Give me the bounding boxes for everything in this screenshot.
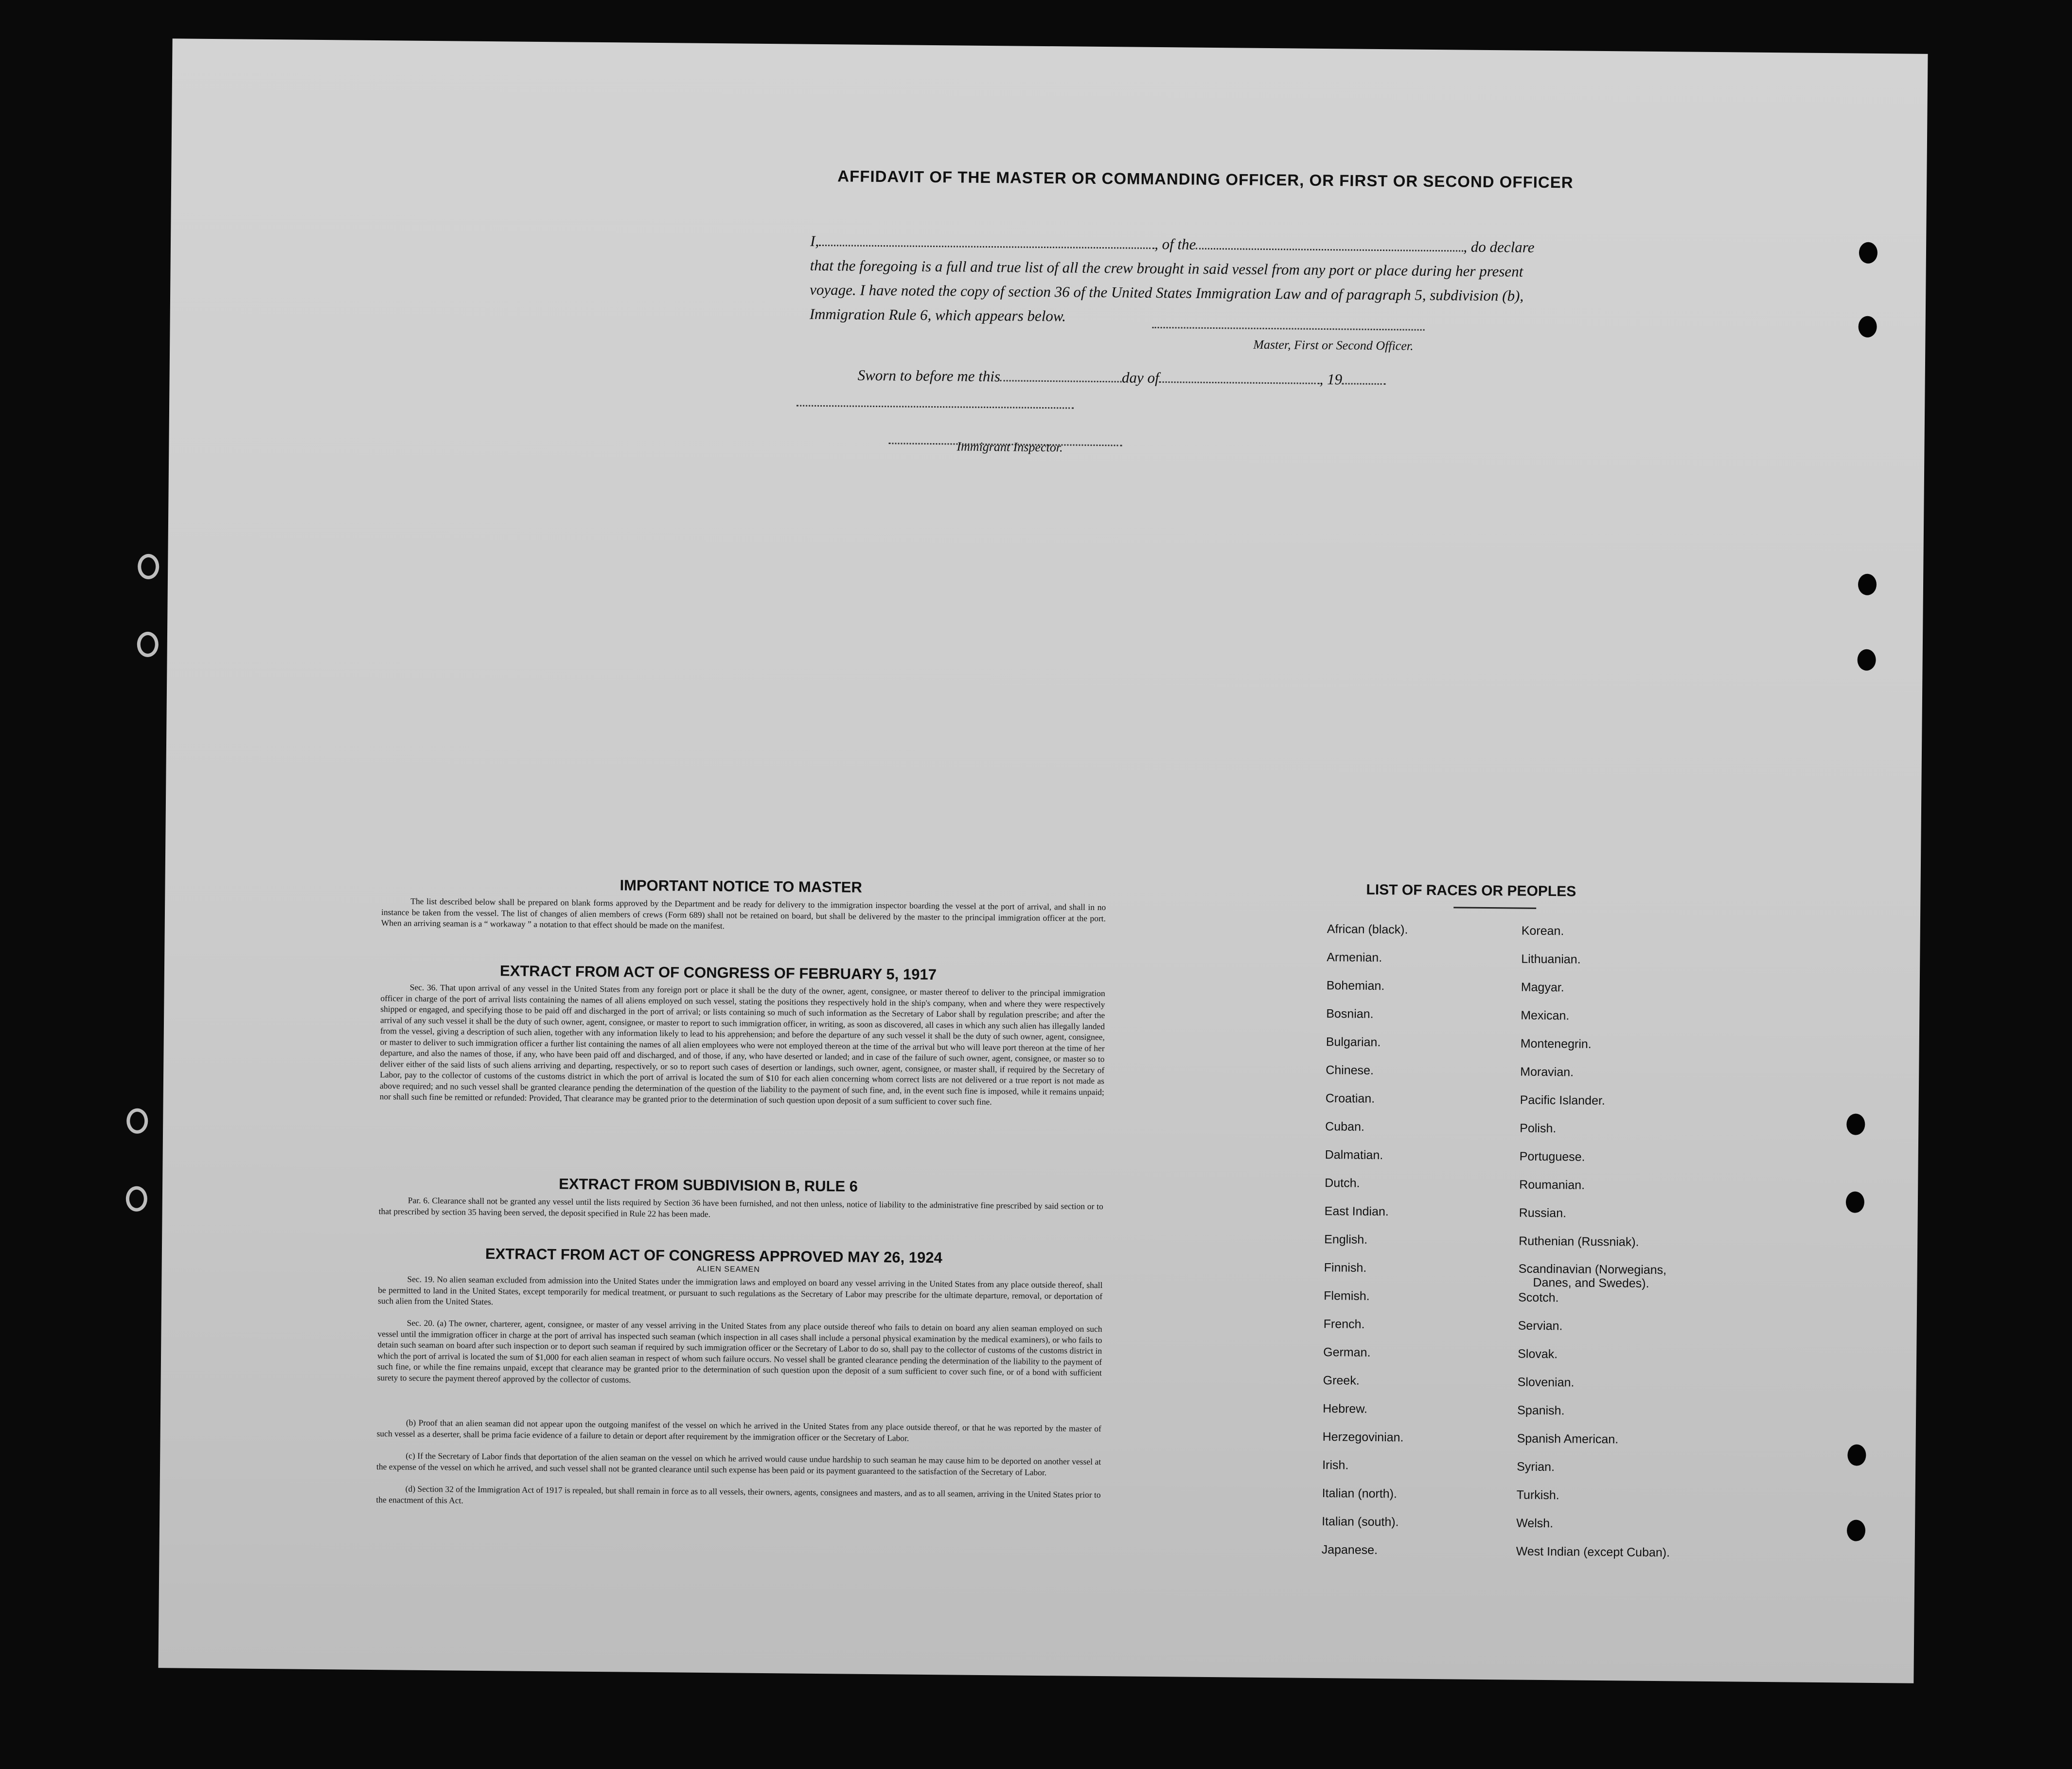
race-item: Chinese.	[1326, 1063, 1374, 1077]
punch-hole	[1846, 1113, 1865, 1135]
race-item: Finnish.	[1324, 1261, 1367, 1275]
sec-19-text: Sec. 19. No alien seaman excluded from admission into the United States under the immigration laws and employed on board any vessel arriving in the United States from any place outside thereof, shall be permitted to land in the United States, except temporarily for medical treatment, or pursuant to such regulations as the Secretary of Labor may prescribe for the ultimate departure, removal, or deportation of such alien from the United States.	[377, 1274, 1103, 1307]
races-right-column	[1516, 924, 1675, 1574]
extract-rule6-body: Par. 6. Clearance shall not be granted any vessel until the lists required by Section 36 have been furnished, and not then unless, notice of liability to the administrative fine prescribed by said section or to that prescribed by section 35 having been served, the deposit specified in Rule 22 has been made.	[378, 1195, 1103, 1219]
race-item: Italian (north).	[1322, 1486, 1398, 1501]
race-item: Russian.	[1519, 1206, 1567, 1220]
race-item: Lithuanian.	[1521, 952, 1581, 966]
race-item-scandinavian	[1518, 1262, 1672, 1292]
extract-1917-body: Sec. 36. That upon arrival of any vessel in the United States from any foreign port or place it shall be the duty of the owner, agent, consignee, or master thereof to deliver to the principal immigration officer in charge of the port of arrival lists containing the names of all aliens employed on such vessel, stating the positions they respectively hold in the ship's company, when and where they were respectively shipped or engaged, and specifying those to be paid off and discharged in the port of arrival; or lists containing so much of such information as the Secretary of Labor shall by regulation prescribe; and after the arrival of any such vessel it shall be the duty of such owner, agent, consignee, or master to report to such immigration officer, in writing, as soon as discovered, all cases in which any such alien has illegally landed from the vessel, giving a description of such alien, together with any information likely to lead to his apprehension; and before the departure of any such vessel it shall be the duty of such owner, agent, consignee, or master to deliver to such immigration officer a further list containing the names of all alien employees who were not employed thereon at the time of the arrival but who will leave port thereon at the time of her departure, and also the names of those, if any, who have been paid off and discharged, and of those, if any, who have deserted or landed; and in case of the failure of such owner, agent, consignee, or master so to deliver either of the said lists of such aliens arriving and departing, respectively, or so to report such cases of desertion or landings, such owner, agent, consignee, or master shall, if required by the Secretary of Labor, pay to the collector of customs of the customs district in which the port of arrival is located the sum of $10 for each alien concerning whom correct lists are not delivered or a true report is not made as above required; and no such vessel shall be granted clearance pending the determination of the question of the liability to the payment of such fine, and, in the event such fine is imposed, while it remains unpaid; nor shall such fine be remitted or refunded: Provided, That clearance may be granted prior to the determination of such question upon deposit of a sum sufficient to cover such fine.	[379, 982, 1105, 1107]
alien-seamen-subtitle: ALIEN SEAMEN	[696, 1265, 760, 1274]
race-item: Herzegovinian.	[1322, 1430, 1404, 1445]
extract-1917-title: EXTRACT FROM ACT OF CONGRESS OF FEBRUARY 5, 1917	[499, 962, 937, 983]
race-item: Roumanian.	[1519, 1178, 1585, 1192]
race-item: Scotch.	[1518, 1290, 1559, 1305]
day-of-text: day of	[1121, 369, 1159, 387]
race-item: Slovenian.	[1517, 1375, 1575, 1390]
notice-body: The list described below shall be prepared on blank forms approved by the Department and be ready for delivery to the immigration inspector boarding the vessel at the port of arrival, and shall in no instance be taken from the vessel. The list of changes of alien members of crews (Form 689) shall not be retained on board, but shall be delivered by the master to the principal immigration officer at the port. When an arriving seaman is a “ workaway ” a notation to that effect should be made on the manifest.	[381, 896, 1106, 931]
race-item: Croatian.	[1325, 1091, 1375, 1106]
sec-20b-text: (b) Proof that an alien seaman did not appear upon the outgoing manifest of the vessel on which he arrived in the United States from any place outside thereof, or that he was reported by the master of such vessel as a deserter, shall be prima facie evidence of a failure to detain or deport after requirement by the immigration officer or the Secretary of Labor.	[376, 1417, 1101, 1443]
race-item: Greek.	[1323, 1374, 1360, 1388]
race-item: Flemish.	[1324, 1289, 1370, 1303]
affidavit-declare: , do declare	[1463, 238, 1535, 256]
race-item: Bosnian.	[1326, 1007, 1374, 1021]
affidavit-title: AFFIDAVIT OF THE MASTER OR COMMANDING OFFICER, OR FIRST OR SECOND OFFICER	[837, 167, 1574, 192]
sec-20a-text: Sec. 20. (a) The owner, charterer, agent, consignee, or master of any vessel arriving in the United States from any place outside thereof who fails to detain on board any alien seaman employed on such vessel until the immigration officer in charge at the port of arrival has inspected such seaman (which inspection in all cases shall include a personal physical examination by the medical examiners), or who fails to detain such seaman on board after such inspection or to deport such seaman if required by such immigration officer or the Secretary of Labor to do so, shall pay to the collector of customs of the customs district in which the port of arrival is located the sum of $1,000 for each alien seaman in respect of whom such failure occurs. No vessel shall be granted clearance pending the determination of the liability to the payment of such fine, or while the fine remains unpaid, except that clearance may be granted prior to the determination of such question upon the deposit of a sum sufficient to cover such fine, or of a bond with sufficient surety to secure the payment thereof approved by the collector of customs.	[377, 1318, 1102, 1385]
race-item: Magyar.	[1521, 980, 1564, 995]
races-left-column	[1321, 922, 1408, 1571]
race-item: Slovak.	[1518, 1347, 1558, 1361]
races-title-underline	[1453, 907, 1536, 909]
punch-hole	[1847, 1519, 1865, 1541]
race-item: Syrian.	[1517, 1460, 1555, 1474]
extract-1924-title: EXTRACT FROM ACT OF CONGRESS APPROVED MAY 26, 1924	[485, 1245, 942, 1267]
race-item: Bulgarian.	[1326, 1035, 1381, 1050]
inspector-label: Immigrant Inspector.	[956, 439, 1063, 455]
race-item: Italian (south).	[1322, 1515, 1399, 1529]
race-item: Bohemian.	[1326, 979, 1385, 993]
binder-ring-mark	[126, 1108, 148, 1134]
affidavit-line-4: Immigration Rule 6, which appears below.	[809, 305, 1066, 325]
punch-hole	[1859, 242, 1877, 264]
binder-ring-mark	[138, 554, 159, 579]
race-item: Cuban.	[1325, 1120, 1365, 1134]
sec-20d-text: (d) Section 32 of the Immigration Act of 1917 is repealed, but shall remain in force as to all vessels, their owners, agents, consignees and masters, and as to all seamen, arriving in the United States prior to the enactment of this Act.	[376, 1483, 1101, 1505]
sworn-line	[809, 363, 1616, 394]
race-item: Pacific Islander.	[1520, 1093, 1605, 1108]
race-item: Ruthenian (Russniak).	[1519, 1234, 1639, 1249]
name-blank[interactable]	[819, 233, 1154, 249]
race-item: African (black).	[1327, 922, 1408, 937]
year-blank[interactable]	[1342, 371, 1386, 385]
binder-ring-mark	[126, 1186, 147, 1212]
race-item: East Indian.	[1324, 1204, 1389, 1219]
race-item: Spanish American.	[1517, 1431, 1619, 1447]
binder-ring-mark	[137, 632, 159, 657]
sworn-text: Sworn to before me this	[857, 366, 1001, 385]
affidavit-body	[810, 229, 1618, 333]
year-text: , 19	[1319, 370, 1343, 388]
race-item: Scandinavian (Norwegians,	[1518, 1262, 1667, 1277]
race-item: Hebrew.	[1323, 1402, 1368, 1416]
manifest-page	[158, 38, 1928, 1683]
race-item: Moravian.	[1520, 1065, 1574, 1079]
punch-hole	[1857, 649, 1876, 671]
races-title: LIST OF RACES OR PEOPLES	[1366, 881, 1576, 900]
notice-title: IMPORTANT NOTICE TO MASTER	[620, 876, 862, 896]
affidavit-line-2: that the foregoing is a full and true list of all the crew brought in said vessel from any port or place during her present	[810, 256, 1523, 280]
race-item: German.	[1323, 1345, 1371, 1359]
punch-hole	[1847, 1444, 1866, 1465]
race-item: English.	[1324, 1233, 1368, 1247]
extract-rule6-title: EXTRACT FROM SUBDIVISION B, RULE 6	[559, 1175, 858, 1195]
race-item: Dalmatian.	[1325, 1148, 1383, 1162]
affidavit-i: I,	[810, 232, 819, 250]
punch-hole	[1858, 574, 1877, 595]
affidavit-line-3: voyage. I have noted the copy of section 36 of the United States Immigration Law and of paragraph 5, subdivision (b),	[810, 281, 1524, 304]
race-item: Armenian.	[1327, 950, 1382, 965]
race-item: Montenegrin.	[1520, 1036, 1592, 1051]
race-item: Irish.	[1322, 1458, 1349, 1472]
punch-hole	[1846, 1191, 1864, 1213]
inspector-signature-line-upper[interactable]	[797, 405, 1074, 409]
race-item: Turkish.	[1516, 1488, 1559, 1502]
race-item: Mexican.	[1521, 1008, 1570, 1023]
race-item: Welsh.	[1516, 1516, 1554, 1531]
race-item: Dutch.	[1325, 1176, 1360, 1190]
punch-hole	[1858, 316, 1877, 338]
race-item: French.	[1323, 1317, 1365, 1331]
race-item: Polish.	[1520, 1121, 1557, 1136]
race-item: Portuguese.	[1519, 1149, 1585, 1164]
month-blank[interactable]	[1159, 370, 1320, 384]
race-item: Korean.	[1521, 924, 1564, 938]
race-item: West Indian (except Cuban).	[1516, 1544, 1670, 1560]
race-item: Japanese.	[1321, 1543, 1378, 1557]
race-item: Servian.	[1518, 1319, 1563, 1333]
race-item: Spanish.	[1517, 1403, 1565, 1418]
race-item-continued: Danes, and Swedes).	[1533, 1275, 1649, 1290]
affidavit-of-the: , of the	[1154, 235, 1196, 253]
day-blank[interactable]	[1000, 368, 1122, 382]
master-signature-label: Master, First or Second Officer.	[1253, 337, 1414, 353]
vessel-blank[interactable]	[1196, 236, 1463, 252]
sec-20c-text: (c) If the Secretary of Labor finds that deportation of the alien seaman on the vessel on which he arrived would cause undue hardship to such seaman he may cause him to be deported on another vessel at the expense of the vessel on which he arrived, and such vessel shall not be granted clearance until such expense has been paid or its payment guaranteed to the satisfaction of the Secretary of Labor.	[376, 1450, 1101, 1477]
